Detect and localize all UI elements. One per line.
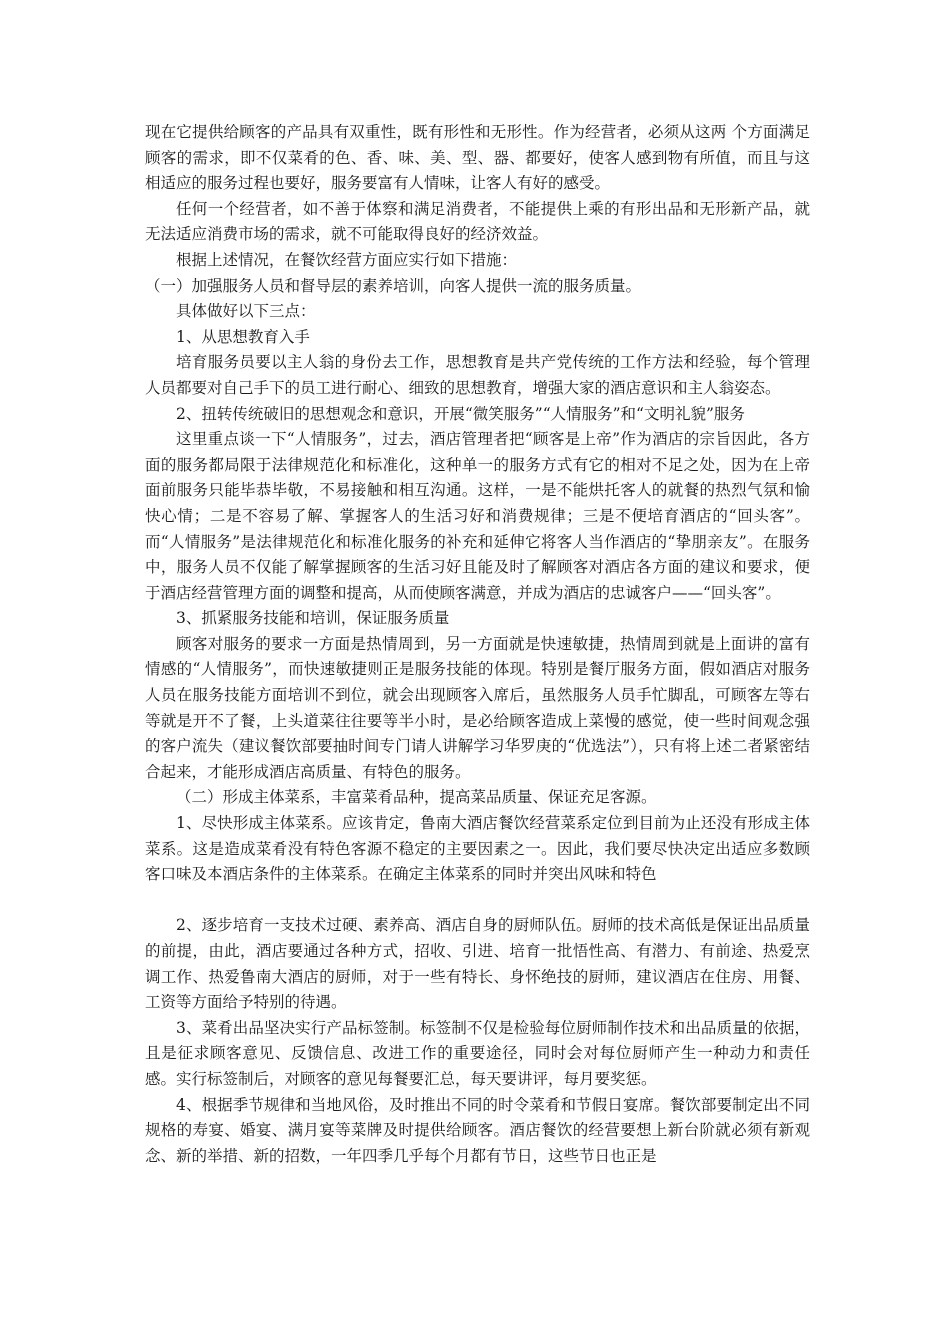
subheading: 2、扭转传统破旧的思想观念和意识，开展“微笑服务”“人情服务”和“文明礼貌”服务 [176,404,745,423]
paragraph: 根据上述情况，在餐饮经营方面应实行如下措施： [176,250,518,269]
section-heading: （二）形成主体菜系，丰富菜肴品种，提高菜品质量、保证充足客源。 [176,788,657,807]
paragraph: 培育服务员要以主人翁的身份去工作，思想教育是共产党传统的工作方法和经验，每个管理人员都要对自己手下的员工进行耐心、细致的思想教育，增强大家的酒店意识和主人翁姿态。 [145,353,810,397]
subheading: 1、从思想教育入手 [176,327,310,346]
paragraph: 任何一个经营者，如不善于体察和满足消费者，不能提供上乘的有形出品和无形新产品，就无法适应消费市场的需求，就不可能取得良好的经济效益。 [145,199,810,244]
section-heading: （一）加强服务人员和督导层的素养培训，向客人提供一流的服务质量。 [145,276,642,295]
paragraph: 3、菜肴出品坚决实行产品标签制。标签制不仅是检验每位厨师制作技术和出品质量的依据，且是征求顾客意见、反馈信息、改进工作的重要途径，同时会对每位厨师产生一种动力和责任感。实行标签制后，对顾客的意见每餐要汇总，每天要讲评，每月要奖惩。 [145,1018,810,1088]
paragraph: 4、根据季节规律和当地风俗，及时推出不同的时令菜肴和节假日宴席。餐饮部要制定出不同规格的寿宴、婚宴、满月宴等菜牌及时提供给顾客。酒店餐饮的经营要想上新台阶就必须有新观念、新的举措、新的招数，一年四季几乎每个月都有节日，这些节日也正是 [145,1095,810,1165]
paragraph: 2、逐步培育一支技术过硬、素养高、酒店自身的厨师队伍。厨师的技术高低是保证出品质量的前提，由此，酒店要通过各种方式，招收、引进、培育一批悟性高、有潜力、有前途、热爱烹调工作、热爱鲁南大酒店的厨师，对于一些有特长、身怀绝技的厨师，建议酒店在住房、用餐、工资等方面给予特别的待遇。 [145,916,810,1012]
paragraph: 这里重点谈一下“人情服务”，过去，酒店管理者把“顾客是上帝”作为酒店的宗旨因此，各方面的服务都局限于法律规范化和标准化，这种单一的服务方式有它的相对不足之处，因为在上帝面前服务只能毕恭毕敬，不易接触和相互沟通。这样，一是不能烘托客人的就餐的热烈气氛和愉快心情；二是不容易了解、掌握客人的生活习好和消费规律；三是不便培育酒店的“回头客”。而“人情服务”是法律规范化和标准化服务的补充和延伸它将客人当作酒店的“挚朋亲友”。在服务中，服务人员不仅能了解掌握顾客的生活习好且能及时了解顾客对酒店各方面的建议和要求，便于酒店经营管理方面的调整和提高，从而使顾客满意，并成为酒店的忠诚客户——“回头客”。 [145,430,810,602]
document-body [145,120,810,1169]
paragraph: 现在它提供给顾客的产品具有双重性，既有形性和无形性。作为经营者，必须从这两 个方面满足顾客的需求，即不仅菜肴的色、香、味、美、型、器、都要好，使客人感到物有所值，而且与这相适应的服务过程也要好，服务要富有人情味，让客人有好的感受。 [145,123,810,193]
paragraph: 具体做好以下三点： [176,302,316,321]
paragraph: 顾客对服务的要求一方面是热情周到，另一方面就是快速敏捷，热情周到就是上面讲的富有情感的“人情服务”，而快速敏捷则正是服务技能的体现。特别是餐厅服务方面，假如酒店对服务人员在服务技能方面培训不到位，就会出现顾客入席后，虽然服务人员手忙脚乱，可顾客左等右等就是开不了餐，上头道菜往往要等半小时，是必给顾客造成上菜慢的感觉，使一些时间观念强的客户流失（建议餐饮部要抽时间专门请人讲解学习华罗庚的“优选法”），只有将上述二者紧密结合起来，才能形成酒店高质量、有特色的服务。 [145,634,810,781]
subheading: 3、抓紧服务技能和培训，保证服务质量 [176,609,450,628]
paragraph: 1、尽快形成主体菜系。应该肯定，鲁南大酒店餐饮经营菜系定位到目前为止还没有形成主体菜系。这是造成菜肴没有特色客源不稳定的主要因素之一。因此，我们要尽快决定出适应多数顾客口味及本酒店条件的主体菜系。在确定主体菜系的同时并突出风味和特色 [145,814,810,884]
blank-line [145,888,810,914]
